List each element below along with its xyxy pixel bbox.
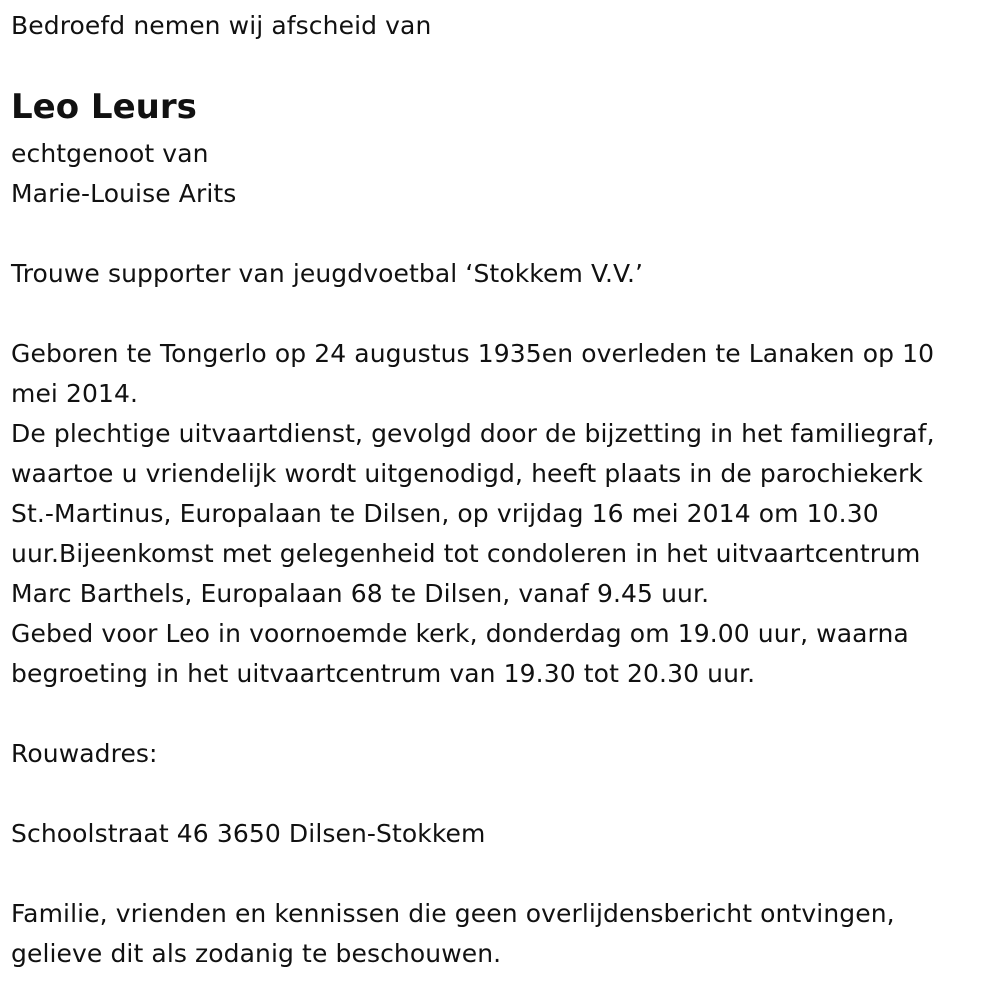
intro-text: Bedroefd nemen wij afscheid van (11, 11, 432, 40)
body-line: St.-Martinus, Europalaan te Dilsen, op vrijdag 16 mei 2014 om 10.30 (11, 499, 879, 528)
body-line: Marc Barthels, Europalaan 68 te Dilsen, vanaf 9.45 uur. (11, 579, 710, 608)
closing-line: Familie, vrienden en kennissen die geen overlijdensbericht ontvingen, (11, 899, 895, 928)
deceased-name: Leo Leurs (11, 87, 197, 127)
body-line: mei 2014. (11, 379, 139, 408)
body-line: begroeting in het uitvaartcentrum van 19.30 tot 20.30 uur. (11, 659, 756, 688)
closing-line: gelieve dit als zodanig te beschouwen. (11, 939, 502, 968)
body-line: Gebed voor Leo in voornoemde kerk, donderdag om 19.00 uur, waarna (11, 619, 909, 648)
body-line: uur.Bijeenkomst met gelegenheid tot condoleren in het uitvaartcentrum (11, 539, 921, 568)
funeral-details (11, 334, 993, 694)
spouse-block (11, 134, 236, 214)
spouse-label: echtgenoot van (11, 139, 209, 168)
rouwadres-label: Rouwadres: (11, 739, 158, 768)
body-line: De plechtige uitvaartdienst, gevolgd door de bijzetting in het familiegraf, (11, 419, 935, 448)
supporter-text: Trouwe supporter van jeugdvoetbal ‘Stokkem V.V.’ (11, 259, 644, 288)
spouse-name: Marie-Louise Arits (11, 179, 237, 208)
rouwadres-address: Schoolstraat 46 3650 Dilsen-Stokkem (11, 819, 486, 848)
closing-note (11, 894, 895, 974)
body-line: Geboren te Tongerlo op 24 augustus 1935en overleden te Lanaken op 10 (11, 339, 935, 368)
body-line: waartoe u vriendelijk wordt uitgenodigd, heeft plaats in de parochiekerk (11, 459, 923, 488)
